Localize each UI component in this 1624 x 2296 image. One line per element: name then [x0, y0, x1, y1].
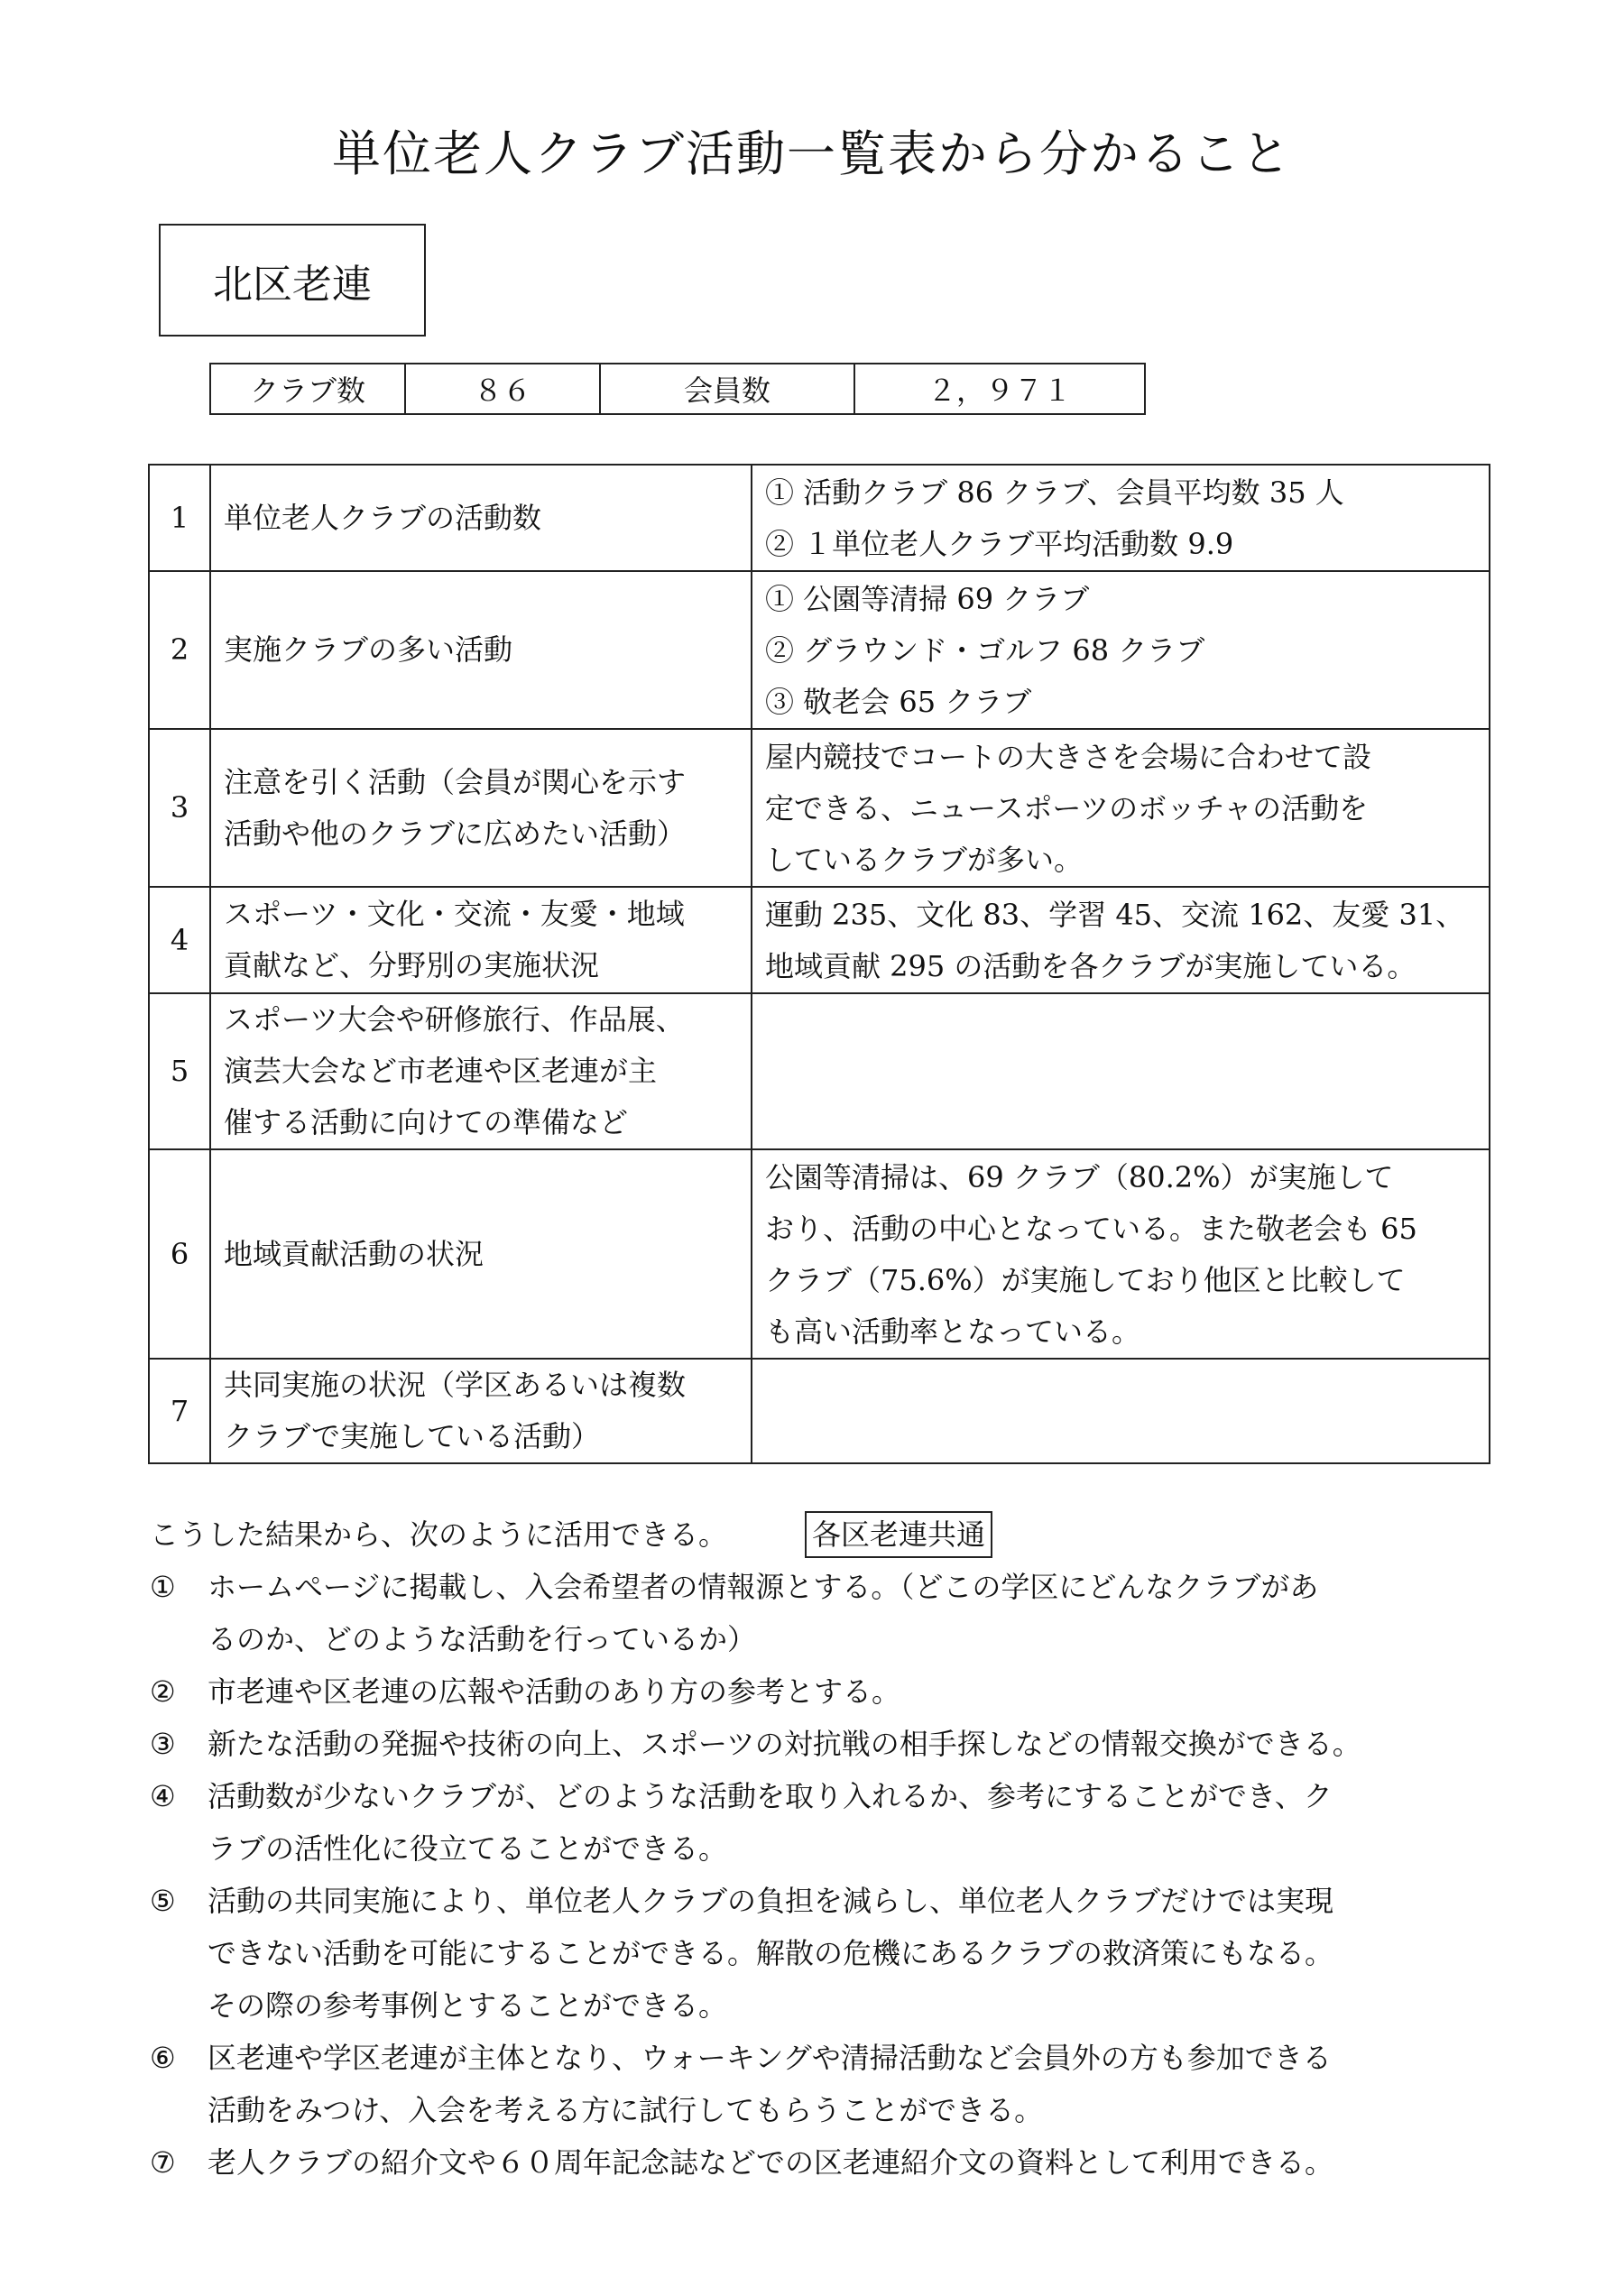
row-item-line: 貢献など、分野別の実施状況: [224, 948, 600, 982]
row-item: [210, 729, 752, 887]
club-count-label: クラブ数: [210, 364, 405, 414]
conclusion-intro-line: [150, 1508, 1503, 1561]
summary-table: [209, 363, 1146, 415]
member-count-value: ２，９７１: [854, 364, 1145, 414]
conclusion-item-line: その際の参考事例とすることができる。: [208, 1988, 728, 2023]
conclusion-item-text: [208, 2136, 1333, 2189]
row-number: 4: [149, 887, 210, 993]
row-result: [752, 1149, 1490, 1359]
row-result-line: 定できる、ニュースポーツのボッチャの活動を: [765, 791, 1369, 825]
conclusion-item: [150, 2032, 1503, 2136]
row-item-line: 注意を引く活動（会員が関心を示す: [224, 764, 687, 799]
conclusion-item: [150, 2136, 1503, 2189]
table-row: [149, 1359, 1490, 1463]
row-item-line: 演芸大会など市老連や区老連が主: [224, 1054, 658, 1088]
row-number: 7: [149, 1359, 210, 1463]
conclusion-item-marker: ⑤: [150, 1884, 176, 1918]
row-result: [752, 729, 1490, 887]
conclusion-item-text: [208, 2032, 1332, 2136]
table-row: [149, 887, 1490, 993]
activity-table-body: [149, 465, 1490, 1463]
row-result: [752, 1359, 1490, 1463]
conclusion-section: [150, 1508, 1503, 2189]
row-result-line: ② １単位老人クラブ平均活動数 9.9: [765, 527, 1234, 561]
row-item-line: 地域貢献活動の状況: [224, 1236, 484, 1271]
activity-table: [148, 464, 1490, 1464]
row-item-line: 実施クラブの多い活動: [224, 632, 513, 667]
row-item: [210, 571, 752, 729]
conclusion-item-line: ラブの活性化に役立てることができる。: [208, 1831, 728, 1866]
row-result: [752, 993, 1490, 1149]
conclusion-intro: こうした結果から、次のように活用できる。: [150, 1517, 728, 1552]
row-result-line: 屋内競技でコートの大きさを会場に合わせて設: [765, 740, 1372, 774]
club-count-value: ８６: [405, 364, 600, 414]
row-result: [752, 465, 1490, 571]
member-count-label: 会員数: [600, 364, 854, 414]
conclusion-item-line: 市老連や区老連の広報や活動のあり方の参考とする。: [208, 1674, 901, 1709]
conclusion-item-line: 区老連や学区老連が主体となり、ウォーキングや清掃活動など会員外の方も参加できる: [208, 2041, 1332, 2075]
row-number: 1: [149, 465, 210, 571]
row-item-line: 活動や他のクラブに広めたい活動）: [224, 816, 687, 851]
row-number: 5: [149, 993, 210, 1149]
conclusion-item-line: ホームページに掲載し、入会希望者の情報源とする。（どこの学区にどんなクラブがあ: [208, 1570, 1319, 1604]
row-result-line: も高い活動率となっている。: [765, 1314, 1141, 1349]
conclusion-item-text: [208, 1561, 1318, 1665]
conclusion-item-line: るのか、どのような活動を行っているか）: [208, 1622, 757, 1656]
row-result-line: 運動 235、文化 83、学習 45、交流 162、友愛 31、: [765, 898, 1465, 932]
conclusion-list: [150, 1561, 1503, 2189]
conclusion-item: [150, 1561, 1503, 1665]
conclusion-item-marker: ③: [150, 1727, 176, 1761]
row-item-line: スポーツ・文化・交流・友愛・地域: [224, 897, 685, 931]
row-result-line: 地域貢献 295 の活動を各クラブが実施している。: [765, 949, 1416, 983]
conclusion-item-text: [208, 1665, 900, 1718]
table-row: [149, 571, 1490, 729]
row-result-line: ② グラウンド・ゴルフ 68 クラブ: [765, 633, 1205, 668]
conclusion-item-marker: ①: [150, 1570, 176, 1604]
row-result-line: クラブ（75.6%）が実施しており他区と比較して: [765, 1263, 1406, 1297]
row-result-line: 公園等清掃は、69 クラブ（80.2%）が実施して: [765, 1160, 1394, 1194]
row-item: [210, 993, 752, 1149]
conclusion-item: [150, 1770, 1503, 1875]
conclusion-item: [150, 1665, 1503, 1718]
conclusion-item-line: 新たな活動の発掘や技術の向上、スポーツの対抗戦の相手探しなどの情報交換ができる。: [208, 1727, 1361, 1761]
row-result: [752, 571, 1490, 729]
row-item-line: 催する活動に向けての準備など: [224, 1105, 629, 1139]
row-result-line: ① 公園等清掃 69 クラブ: [765, 582, 1090, 616]
row-number: 2: [149, 571, 210, 729]
ward-name-box: 北区老連: [159, 224, 426, 337]
row-item-line: 共同実施の状況（学区あるいは複数: [224, 1368, 687, 1402]
conclusion-item-text: [208, 1875, 1333, 2032]
conclusion-item-marker: ④: [150, 1779, 176, 1813]
conclusion-item: [150, 1875, 1503, 2032]
row-item-line: スポーツ大会や研修旅行、作品展、: [224, 1002, 685, 1037]
row-item-line: 単位老人クラブの活動数: [224, 500, 542, 535]
conclusion-item-line: できない活動を可能にすることができる。解散の危機にあるクラブの救済策にもなる。: [208, 1936, 1334, 1970]
table-row: [149, 1149, 1490, 1359]
conclusion-item-line: 活動をみつけ、入会を考える方に試行してもらうことができる。: [208, 2093, 1044, 2127]
row-number: 3: [149, 729, 210, 887]
conclusion-item-text: [208, 1718, 1361, 1770]
table-row: [149, 465, 1490, 571]
conclusion-item: [150, 1718, 1503, 1770]
common-badge: 各区老連共通: [805, 1511, 992, 1558]
table-row: [149, 993, 1490, 1149]
conclusion-item-text: [208, 1770, 1333, 1875]
conclusion-item-marker: ②: [150, 1674, 176, 1709]
row-number: 6: [149, 1149, 210, 1359]
conclusion-item-line: 老人クラブの紹介文や６０周年記念誌などでの区老連紹介文の資料として利用できる。: [208, 2145, 1334, 2180]
row-result-line: おり、活動の中心となっている。また敬老会も 65: [765, 1212, 1417, 1246]
row-result-line: ① 活動クラブ 86 クラブ、会員平均数 35 人: [765, 475, 1344, 510]
conclusion-item-line: 活動の共同実施により、単位老人クラブの負担を減らし、単位老人クラブだけでは実現: [208, 1884, 1334, 1918]
row-item-line: クラブで実施している活動）: [224, 1419, 600, 1453]
page-title: 単位老人クラブ活動一覧表から分かること: [332, 125, 1292, 182]
conclusion-item-marker: ⑦: [150, 2145, 176, 2180]
row-item: [210, 1359, 752, 1463]
summary-row: [210, 364, 1145, 414]
row-item: [210, 887, 752, 993]
row-result-line: しているクラブが多い。: [765, 843, 1084, 877]
conclusion-item-marker: ⑥: [150, 2041, 176, 2075]
conclusion-item-line: 活動数が少ないクラブが、どのような活動を取り入れるか、参考にすることができ、ク: [208, 1779, 1333, 1813]
row-item: [210, 465, 752, 571]
row-result: [752, 887, 1490, 993]
row-item: [210, 1149, 752, 1359]
table-row: [149, 729, 1490, 887]
row-result-line: ③ 敬老会 65 クラブ: [765, 685, 1032, 719]
